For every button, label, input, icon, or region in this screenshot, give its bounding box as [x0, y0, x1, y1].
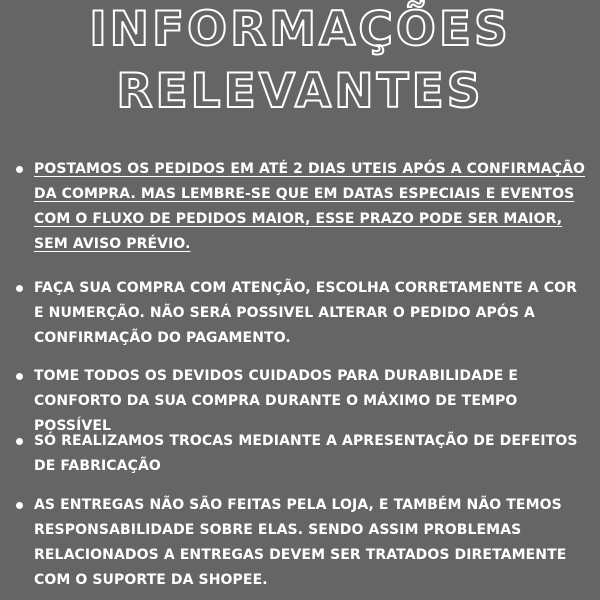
- list-item-order-attention: [34, 276, 590, 351]
- list-item-text: AS ENTREGAS NÃO SÃO FEITAS PELA LOJA, E TAMBÉM NÃO TEMOS RESPONSABILIDADE SOBRE ELAS. SENDO ASSIM PROBLEMAS RELACIONADOS A ENTREGAS DEVEM SER TRATADOS DIRETAMENTE COM O SUPORTE DA SHOPEE.: [34, 497, 567, 588]
- list-item-text: POSTAMOS OS PEDIDOS EM ATÉ 2 DIAS UTEIS APÓS A CONFIRMAÇÃO DA COMPRA. MAS LEMBRE-SE QUE EM DATAS ESPECIAIS E EVENTOS COM O FLUXO DE PEDIDOS MAIOR, ESSE PRAZO PODE SER MAIOR, SEM AVISO PRÉVIO.: [34, 161, 585, 252]
- list-item-care: [34, 364, 590, 439]
- list-item-text: FAÇA SUA COMPRA COM ATENÇÃO, ESCOLHA CORRETAMENTE A COR E NUMERÇÃO. NÃO SERÁ POSSIVEL ALTERAR O PEDIDO APÓS A CONFIRMAÇÃO DO PAGAMENTO.: [34, 280, 577, 346]
- page-title-line-1: INFORMAÇÕES: [89, 2, 511, 57]
- bullet-icon: [16, 285, 23, 292]
- list-item-shipping-time: [34, 157, 590, 257]
- list-item-text: TOME TODOS OS DEVIDOS CUIDADOS PARA DURABILIDADE E CONFORTO DA SUA COMPRA DURANTE O MÁXIMO DE TEMPO POSSÍVEL: [34, 368, 519, 434]
- bullet-icon: [16, 438, 23, 445]
- list-item-text: SÓ REALIZAMOS TROCAS MEDIANTE A APRESENTAÇÃO DE DEFEITOS DE FABRICAÇÃO: [34, 433, 578, 474]
- page-title-line-2: RELEVANTES: [116, 64, 484, 119]
- list-item-exchanges: [34, 429, 590, 479]
- bullet-icon: [16, 166, 23, 173]
- bullet-icon: [16, 373, 23, 380]
- list-item-deliveries: [34, 493, 590, 593]
- bullet-icon: [16, 502, 23, 509]
